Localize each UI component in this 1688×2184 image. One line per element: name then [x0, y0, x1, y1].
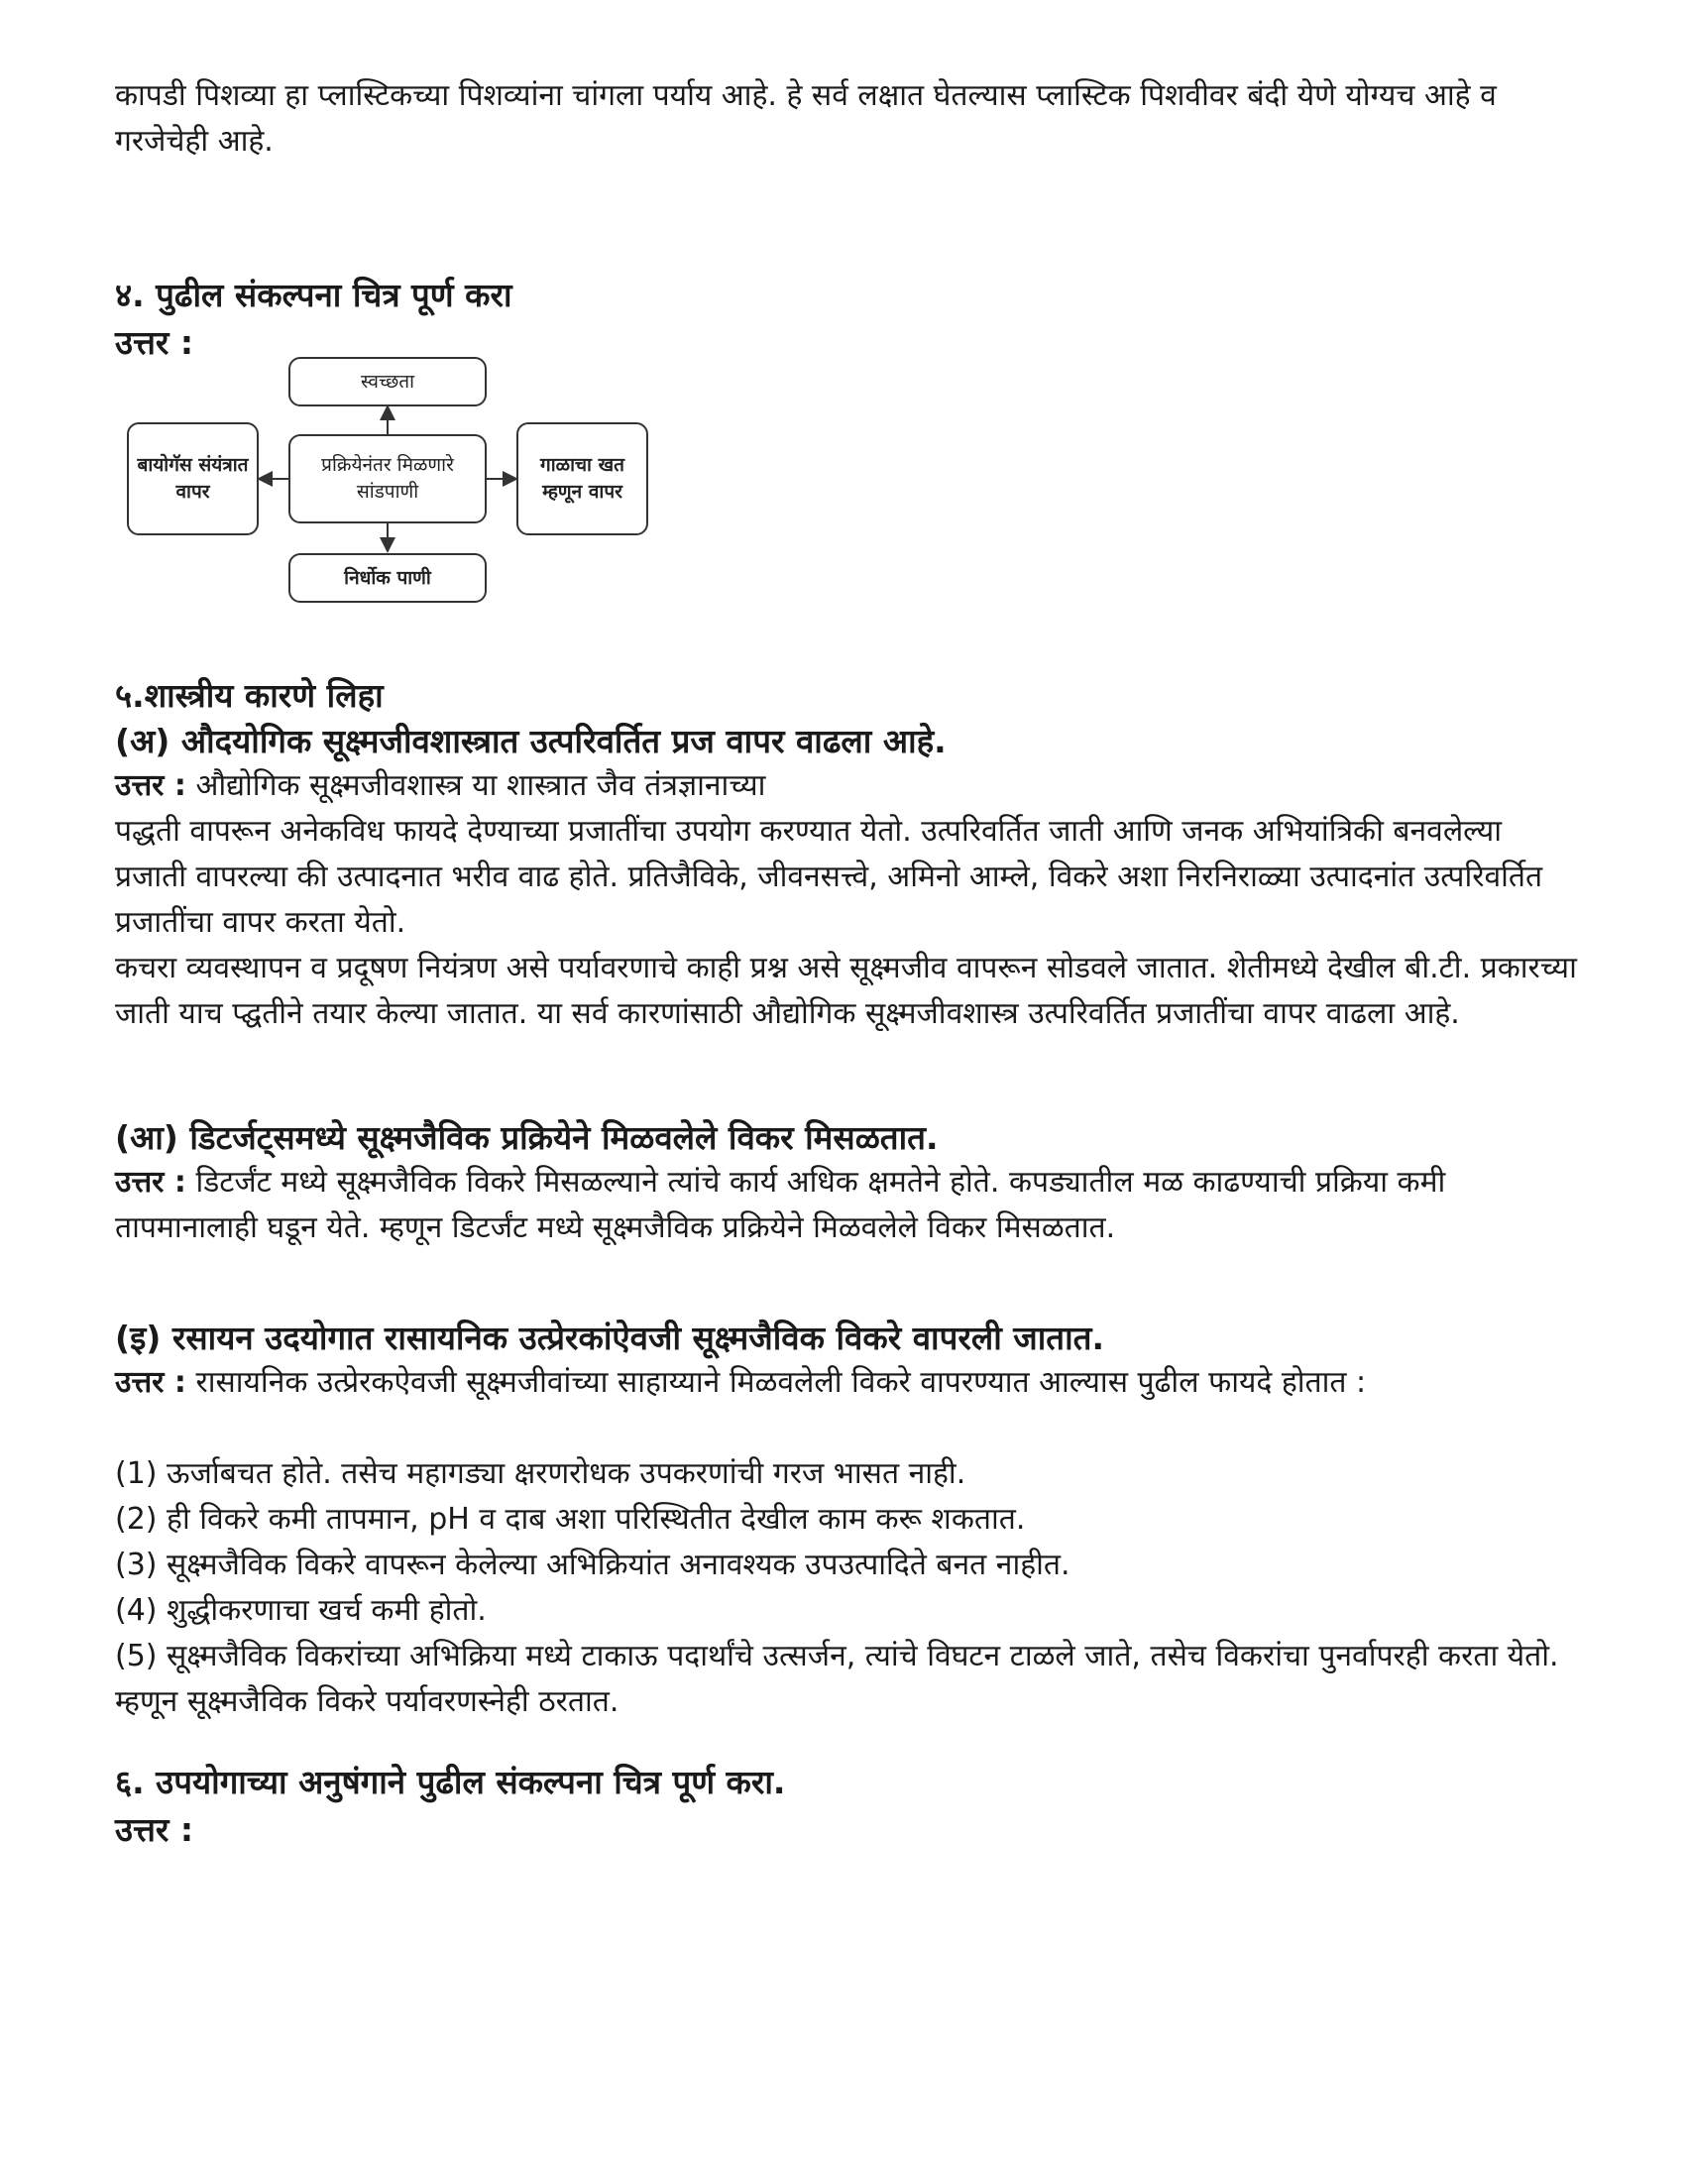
q5c-point-1: (1) ऊर्जाबचत होते. तसेच महागड्या क्षरणरोधक उपकरणांची गरज भासत नाही.	[115, 1456, 966, 1491]
q5b-answer-label: उत्तर :	[115, 1165, 186, 1200]
q5b-answer-line	[115, 1160, 1582, 1251]
q5b-question: (आ) डिटर्जट्समध्ये सूक्ष्मजैविक प्रक्रियेने मिळवलेले विकर मिसळतात.	[115, 1118, 939, 1157]
q5a-question: (अ) औदयोगिक सूक्ष्मजीवशास्त्रात उत्परिवर्तित प्रज वापर वाढला आहे.	[115, 722, 947, 760]
diagram-right-box: गाळाचा खत म्हणून वापर	[516, 422, 648, 535]
concept-diagram	[125, 363, 660, 631]
q5c-point-3: (3) सूक्ष्मजैविक विकरे वापरून केलेल्या अभिक्रियांत अनावश्यक उपउत्पादिते बनत नाहीत.	[115, 1548, 1070, 1582]
q5c-question: (इ) रसायन उदयोगात रासायनिक उत्प्रेरकांऐवजी सूक्ष्मजैविक विकरे वापरली जातात.	[115, 1319, 1104, 1357]
diagram-top-box: स्वच्छता	[288, 357, 487, 406]
q5a-answer-label: उत्तर :	[115, 768, 186, 803]
q5a-paragraph-1: पद्धती वापरून अनेकविध फायदे देण्याच्या प्रजातींचा उपयोग करण्यात येतो. उत्परिवर्तित जाती आणि जनक अभियांत्रिकी बनवलेल्या प्रजाती वापरल्या की उत्पादनात भरीव वाढ होते. प्रतिजैविके, जीवनसत्त्वे, अमिनो आम्ले, विकरे अशा निरनिराळ्या उत्पादनांत उत्परिवर्तित प्रजातींचा वापर करता येतो.	[115, 814, 1543, 940]
diagram-bottom-box: निर्धोक पाणी	[288, 553, 487, 603]
q5a-paragraph-2: कचरा व्यवस्थापन व प्रदूषण नियंत्रण असे पर्यावरणाचे काही प्रश्न असे सूक्ष्मजीव वापरून सोडवले जातात. शेतीमध्ये देखील बी.टी. प्रकारच्या जाती याच प्द्घतीने तयार केल्या जातात. या सर्व कारणांसाठी औद्योगिक सूक्ष्मजीवशास्त्र उत्परिवर्तित प्रजातींचा वापर वाढला आहे.	[115, 951, 1577, 1031]
q5c-answer-label: उत्तर :	[115, 1365, 186, 1400]
q4-heading: ४. पुढील संकल्पना चित्र पूर्ण करा	[115, 276, 512, 314]
q5c-answer-line	[115, 1360, 1582, 1406]
q6-answer-label: उत्तर :	[115, 1810, 194, 1849]
q6-heading: ६. उपयोगाच्या अनुषंगाने पुढील संकल्पना चित्र पूर्ण करा.	[115, 1763, 786, 1801]
intro-paragraph: कापडी पिशव्या हा प्लास्टिकच्या पिशव्यांना चांगला पर्याय आहे. हे सर्व लक्षात घेतल्यास प्लास्टिक पिशवीवर बंदी येणे योग्यच आहे व गरजेचेही आहे.	[115, 78, 1497, 159]
q5c-point-4: (4) शुद्धीकरणाचा खर्च कमी होतो.	[115, 1593, 487, 1628]
q5b-answer-text: डिटर्जंट मध्ये सूक्ष्मजैविक विकरे मिसळल्याने त्यांचे कार्य अधिक क्षमतेने होते. कपड्यातील मळ काढण्याची प्रक्रिया कमी तापमानालाही घडून येते. म्हणून डिटर्जंट मध्ये सूक्ष्मजैविक प्रक्रियेने मिळवलेले विकर मिसळतात.	[115, 1165, 1446, 1245]
diagram-left-box: बायोगॅस संयंत्रात वापर	[127, 422, 259, 535]
q5c-point-5: (5) सूक्ष्मजैविक विकरांच्या अभिक्रिया मध्ये टाकाऊ पदार्थांचे उत्सर्जन, त्यांचे विघटन टाळले जाते, तसेच विकरांचा पुनर्वापरही करता येतो. म्हणून सूक्ष्मजैविक विकरे पर्यावरणस्नेही ठरतात.	[115, 1639, 1559, 1719]
q5-heading: ५.शास्त्रीय कारणे लिहा	[115, 676, 384, 715]
q4-answer-label: उत्तर :	[115, 323, 194, 362]
q5c-answer-text: रासायनिक उत्प्रेरकऐवजी सूक्ष्मजीवांच्या साहाय्याने मिळवलेली विकरे वापरण्यात आल्यास पुढील फायदे होतात :	[195, 1365, 1367, 1400]
q5c-point-2: (2) ही विकरे कमी तापमान, pH व दाब अशा परिस्थितीत देखील काम करू शकतात.	[115, 1502, 1026, 1537]
diagram-center-box: प्रक्रियेनंतर मिळणारे सांडपाणी	[288, 434, 487, 523]
q5a-answer-line	[115, 763, 1582, 809]
q5a-answer-text: औद्योगिक सूक्ष्मजीवशास्त्र या शास्त्रात जैव तंत्रज्ञानाच्या	[195, 768, 766, 803]
